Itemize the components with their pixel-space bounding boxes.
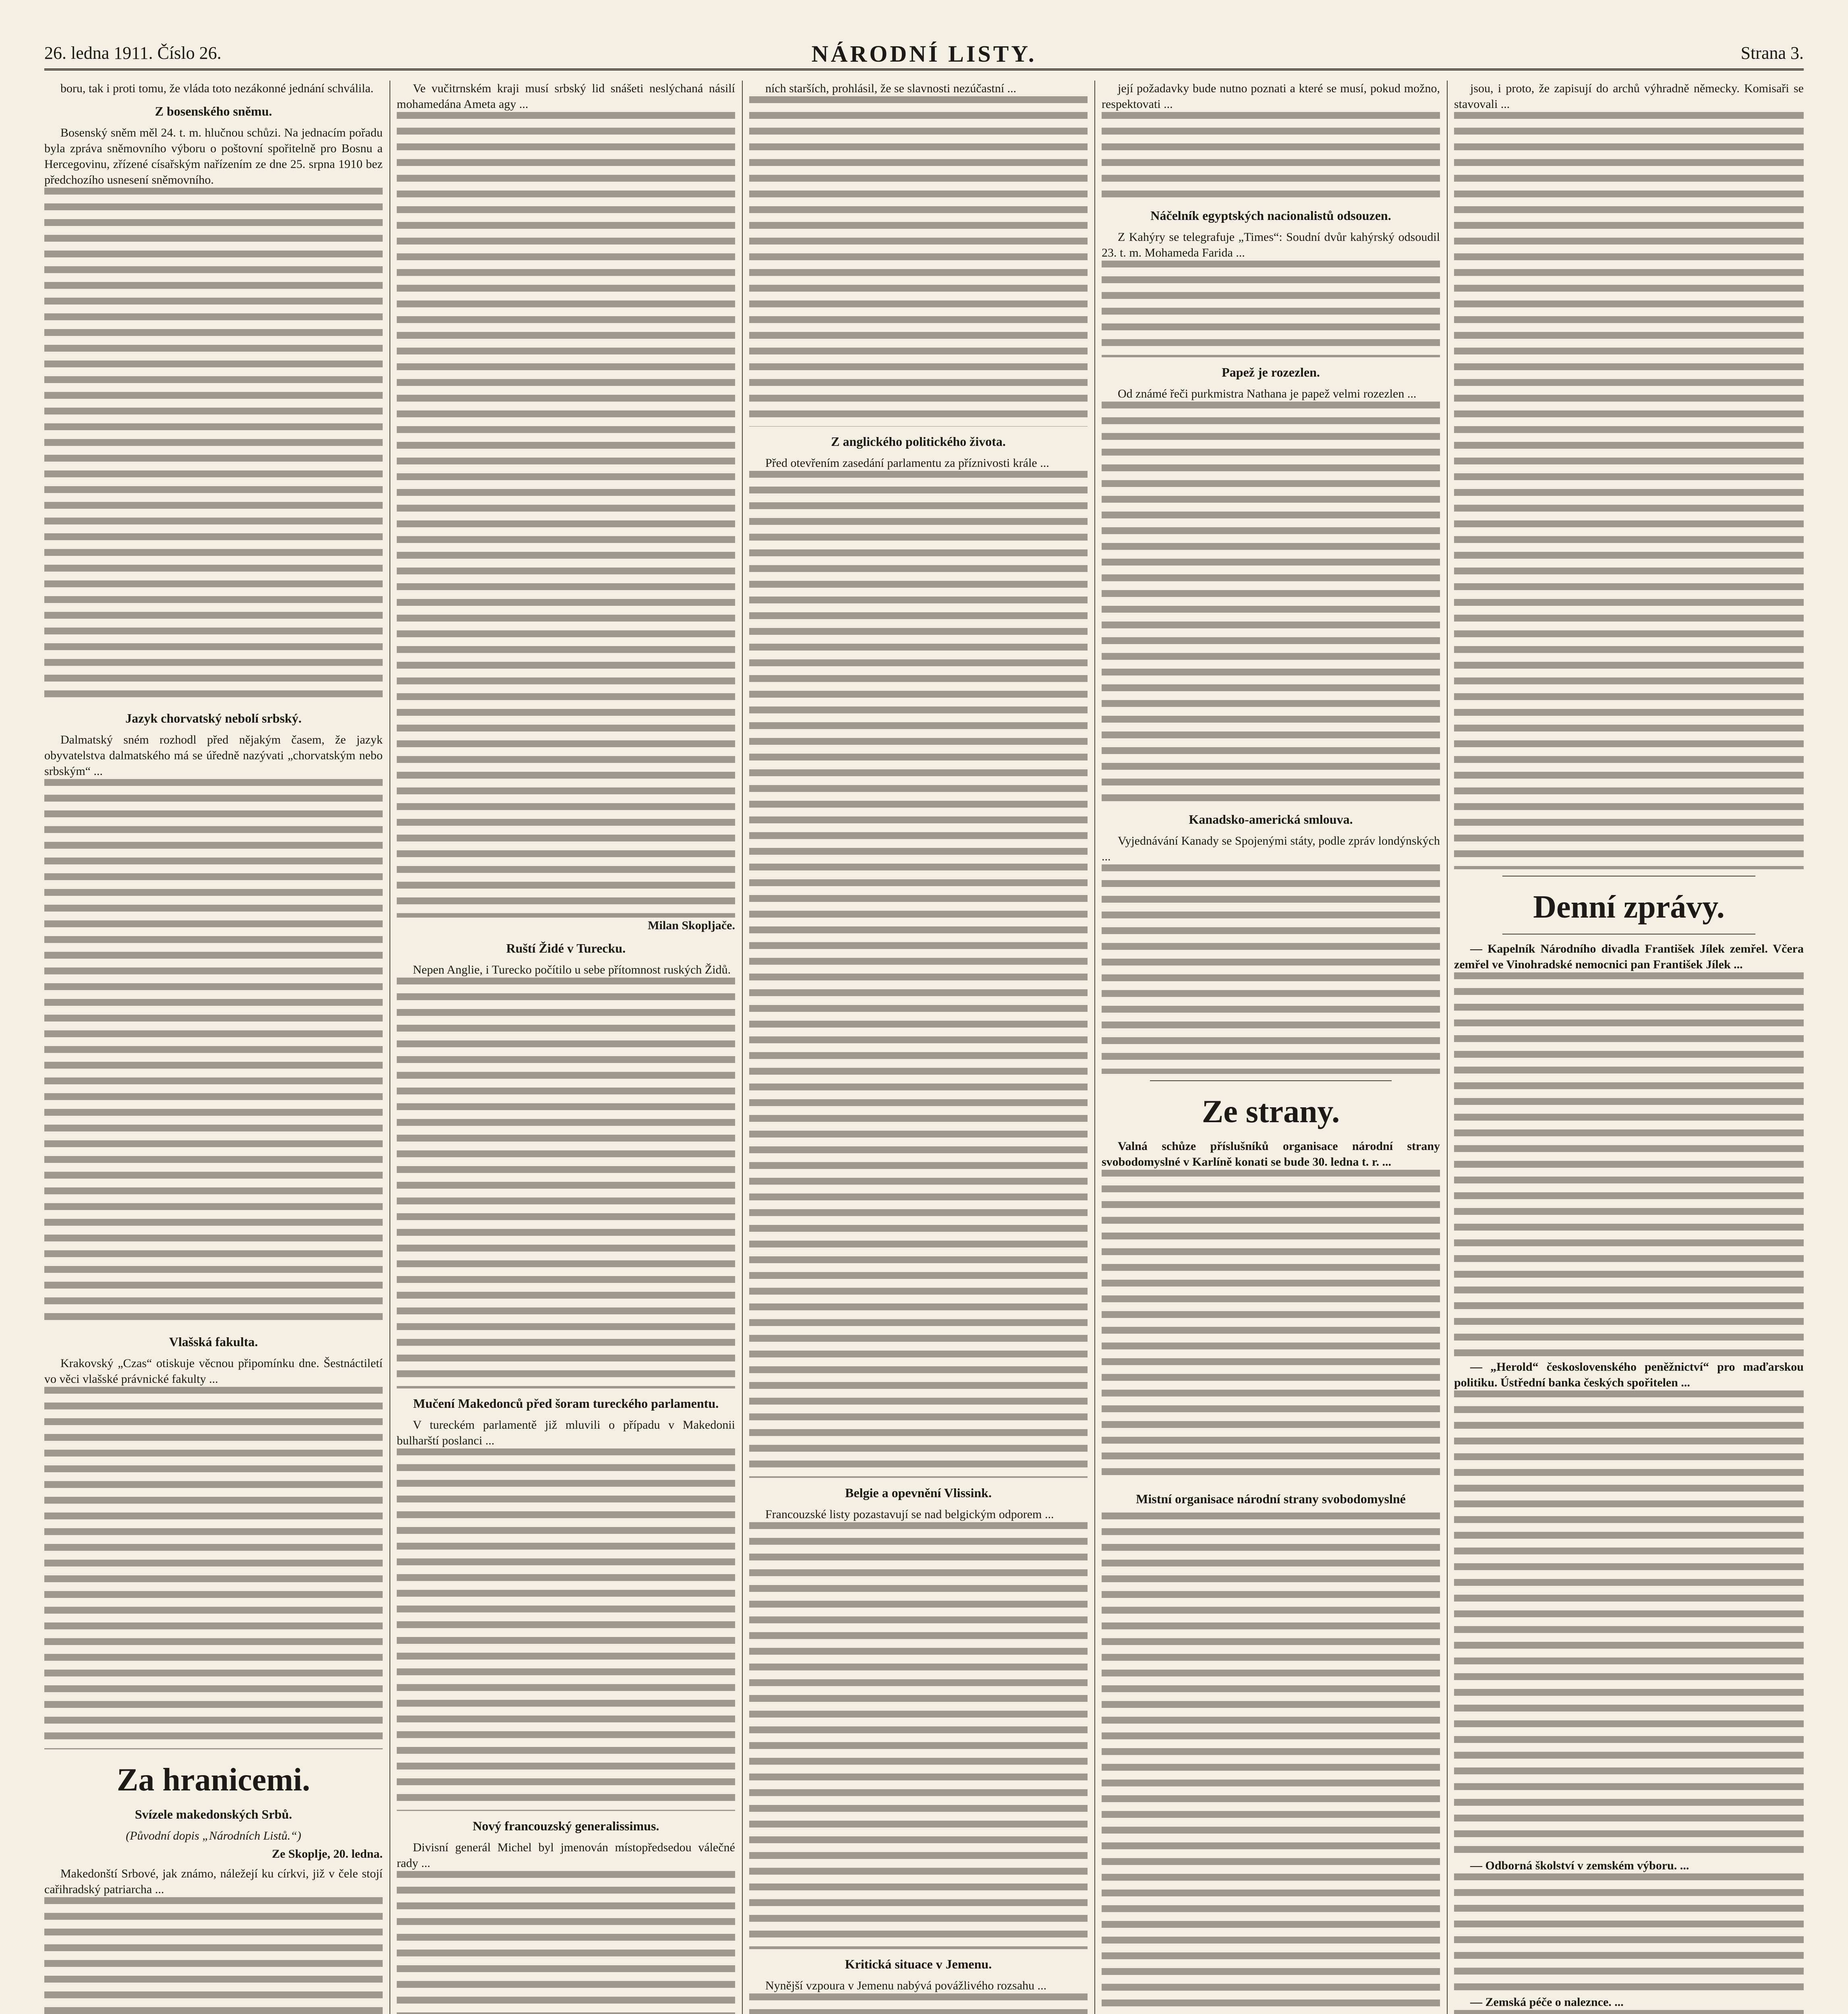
column-2	[397, 81, 735, 2014]
column-rule	[1447, 81, 1448, 2014]
col5-paragraph-1: jsou, i proto, že zapisují do archů výhradně německy. Komisaři se stavovali ...	[1454, 82, 1804, 111]
text-block	[1102, 261, 1440, 357]
heading-macedonian-torture: Mučení Makedonců před šoram tureckého parlamentu.	[413, 1396, 719, 1411]
heading-macedonian-serbs: Svízele makedonských Srbů.	[135, 1807, 292, 1821]
heading-croatian-language: Jazyk chorvatský nebolí srbský.	[125, 711, 302, 725]
heading-local-organization: Mistní organisace národní strany svobodomyslné	[1136, 1492, 1406, 1506]
heading-belgium-vlissingen: Belgie a opevnění Vlissink.	[845, 1486, 992, 1500]
heading-russian-jews: Ruští Židé v Turecku.	[506, 941, 626, 955]
heading-english-politics: Z anglického politického života.	[831, 434, 1006, 449]
issue-date: 26. ledna 1911. Číslo 26.	[44, 43, 222, 63]
original-letter-note: (Původní dopis „Národních Listů.“)	[126, 1829, 301, 1842]
text-block	[749, 1993, 1088, 2014]
heading-bosnian-diet: Z bosenského sněmu.	[155, 104, 272, 118]
col5-paragraph-5: — Zemská péče o naleznce. ...	[1470, 1995, 1624, 2009]
col3-paragraph-3: Francouzské listy pozastavují se nad belgickým odporem ...	[765, 1508, 1054, 1521]
text-block	[1454, 972, 1804, 1359]
page-number: Strana 3.	[1740, 43, 1804, 63]
col1-intro: boru, tak i proti tomu, že vláda toto nezákonné jednání schválila.	[60, 82, 374, 95]
col2-paragraph-2: Nepen Anglie, i Turecko počítilo u sebe přítomnost ruských Židů.	[413, 963, 731, 976]
column-rule	[1094, 81, 1095, 2014]
text-block	[1102, 1170, 1440, 1484]
text-block	[749, 1522, 1088, 1949]
heading-egyptian-nationalist: Náčelník egyptských nacionalistů odsouzen.	[1150, 208, 1391, 223]
col3-paragraph-2: Před otevřením zasedání parlamentu za příznivosti krále ...	[765, 456, 1049, 470]
text-block	[44, 779, 383, 1327]
text-block	[1102, 864, 1440, 1074]
text-block	[1454, 2010, 1804, 2014]
text-block	[1102, 112, 1440, 201]
text-block	[44, 188, 383, 703]
text-block	[1102, 402, 1440, 804]
masthead	[44, 40, 1804, 70]
text-block	[44, 1387, 383, 1749]
dateline-skoplje: Ze Skoplje, 20. ledna.	[271, 1847, 383, 1861]
text-block	[397, 112, 735, 918]
text-block	[749, 471, 1088, 1478]
heading-italian-faculty: Vlašská fakulta.	[169, 1334, 258, 1349]
newspaper-title: NÁRODNÍ LISTY.	[811, 41, 1037, 67]
col4-paragraph-2: Z Kahýry se telegrafuje „Times“: Soudní dvůr kahýrský odsoudil 23. t. m. Mohameda Farida ...	[1102, 230, 1440, 259]
text-block	[1102, 1513, 1440, 2014]
text-block	[44, 1897, 383, 2014]
column-1	[44, 81, 383, 2014]
col1-paragraph-1: Bosenský sněm měl 24. t. m. hlučnou schůzi. Na jednacím pořadu byla zpráva sněmovního výboru o poštovní spořitelně pro Bosnu a Hercegovinu, zřízené císařským nařízením ze dne 25. srpna 1910 bez předchozího usnesení sněmovního.	[44, 126, 383, 186]
text-block	[749, 96, 1088, 427]
col1-paragraph-3: Krakovský „Czas“ otiskuje věcnou připomínku dne. Šestnáctiletí vo věci vlašské právnické fakulty ...	[44, 1357, 383, 1386]
col5-paragraph-3: — „Herold“ československého peněžnictví“ pro maďarskou politiku. Ústřední banka českých spořitelen ...	[1454, 1360, 1804, 1389]
section-title-daily-news: Denní zprávy.	[1533, 889, 1725, 925]
column-rule	[742, 81, 743, 2014]
text-block	[397, 978, 735, 1388]
text-block	[397, 1871, 735, 2014]
column-rule	[389, 81, 390, 2014]
column-4	[1102, 81, 1440, 2014]
text-block	[1454, 1873, 1804, 1994]
col2-paragraph-4: Divisní generál Michel byl jmenován místopředsedou válečné rady ...	[397, 1841, 735, 1870]
col5-paragraph-4: — Odborná školství v zemském výboru. ...	[1470, 1859, 1689, 1872]
heading-yemen-crisis: Kritická situace v Jemenu.	[845, 1957, 992, 1971]
col1-paragraph-4: Makedonští Srbové, jak známo, náležejí ku církvi, již v čele stojí cařihradský patriarcha ...	[44, 1867, 383, 1896]
heading-french-general: Nový francouzský generalissimus.	[472, 1819, 659, 1833]
col2-paragraph-3: V tureckém parlamentě již mluvili o případu v Makedonii bulharští poslanci ...	[397, 1418, 735, 1447]
column-5	[1454, 81, 1804, 2014]
col3-paragraph-1: ních starších, prohlásil, že se slavnosti nezúčastní ...	[765, 82, 1017, 95]
section-title-abroad: Za hranicemi.	[117, 1762, 310, 1798]
signature: Milan Skopljače.	[648, 919, 735, 932]
text-block	[1454, 112, 1804, 869]
section-divider	[1150, 1080, 1392, 1081]
col4-paragraph-4: Vyjednávání Kanady se Spojenými státy, podle zpráv londýnských ...	[1102, 834, 1440, 863]
col5-paragraph-2: — Kapelník Národního divadla František Jílek zemřel. Včera zemřel ve Vinohradské nemocnici pan František Jílek ...	[1454, 942, 1804, 971]
col3-paragraph-4: Nynější vzpoura v Jemenu nabývá povážlivého rozsahu ...	[765, 1979, 1047, 1992]
heading-pope-angry: Papež je rozezlen.	[1222, 365, 1320, 379]
text-block	[397, 1448, 735, 1811]
col4-paragraph-1: její požadavky bude nutno poznati a které se musí, pokud možno, respektovati ...	[1102, 82, 1440, 111]
col4-paragraph-5: Valná schůze příslušníků organisace národní strany svobodomyslné v Karlíně konati se bude 30. ledna t. r. ...	[1102, 1140, 1440, 1169]
text-block	[1454, 1390, 1804, 1858]
col2-paragraph-1: Ve vučitrnském kraji musí srbský lid snášeti neslýchaná násilí mohamedána Ameta agy ...	[397, 82, 735, 111]
column-3	[749, 81, 1088, 2014]
col4-paragraph-3: Od známé řeči purkmistra Nathana je papež velmi rozezlen ...	[1118, 387, 1417, 400]
col1-paragraph-2: Dalmatský sném rozhodl před nějakým časem, že jazyk obyvatelstva dalmatského má se úředně nazývati „chorvatským nebo srbským“ ...	[44, 733, 383, 778]
heading-canada-us-treaty: Kanadsko-americká smlouva.	[1189, 812, 1353, 827]
section-title-party: Ze strany.	[1202, 1094, 1340, 1129]
